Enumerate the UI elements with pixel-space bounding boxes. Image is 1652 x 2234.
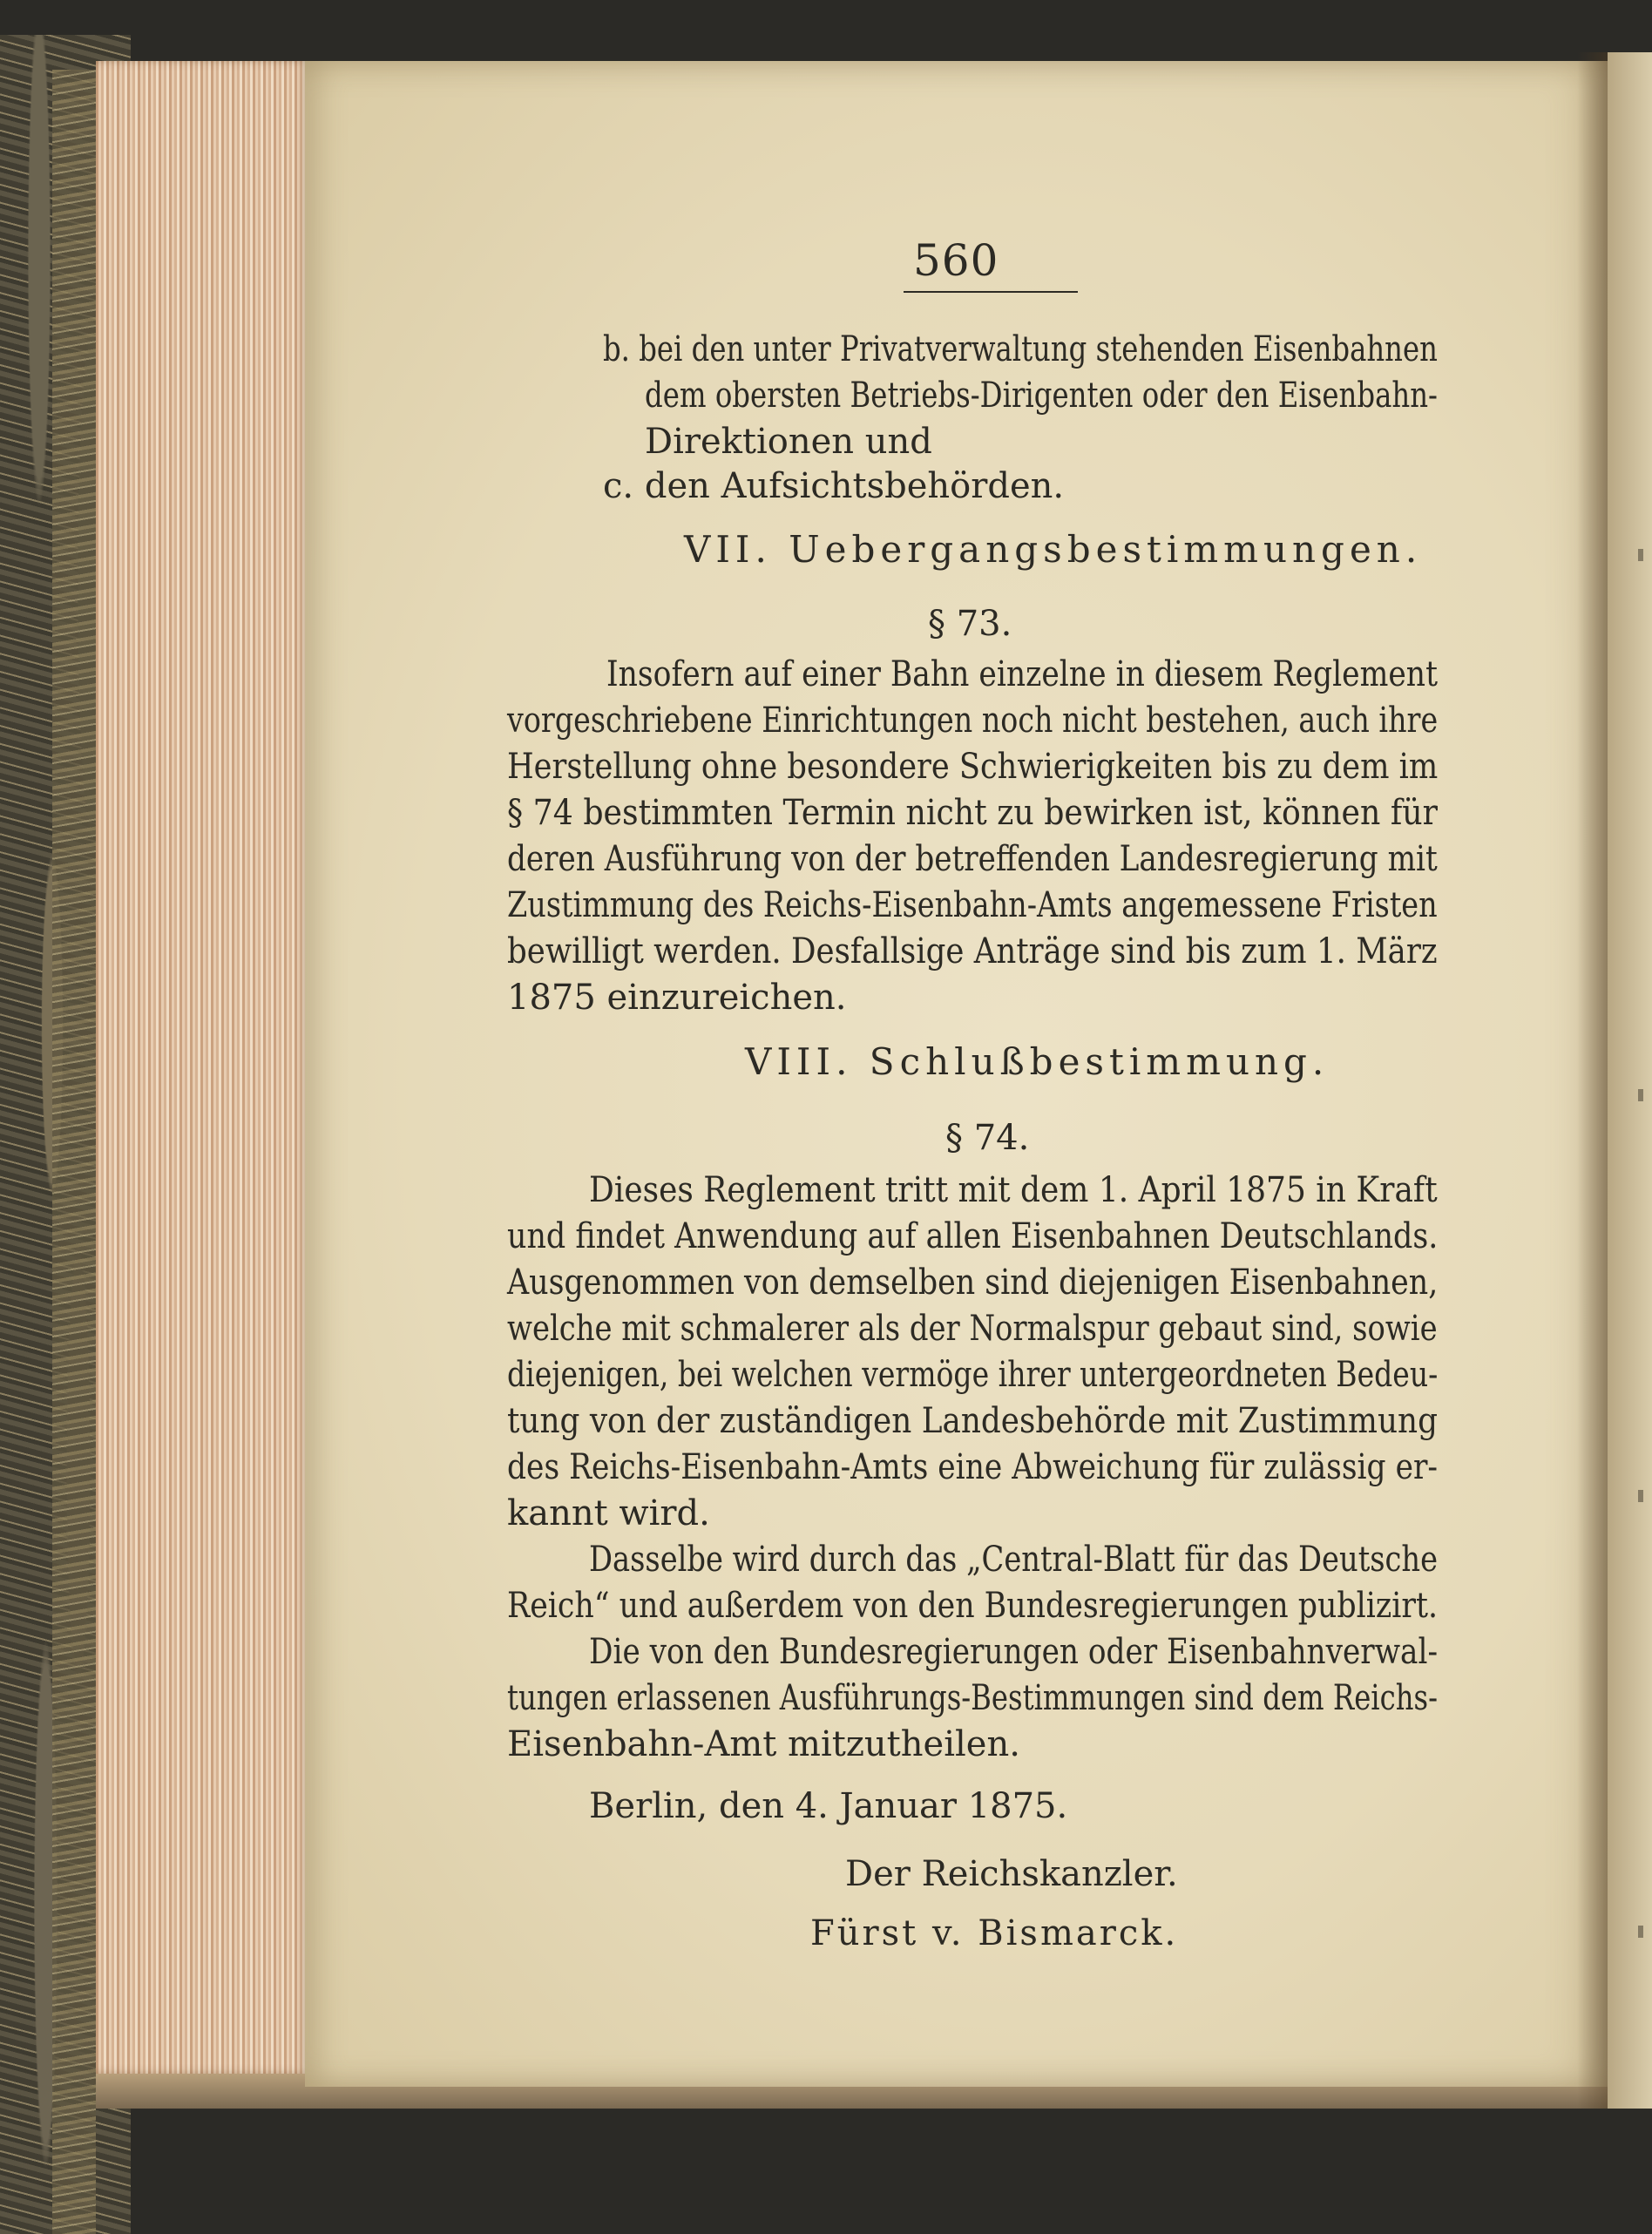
text-line: und findet Anwendung auf allen Eisenbahnen Deutschlands. (507, 1216, 1439, 1256)
text-line: dem obersten Betriebs-Dirigenten oder den Eisenbahn- (645, 376, 1438, 416)
text-line: Insofern auf einer Bahn einzelne in diesem Reglement (606, 654, 1438, 694)
text-line: Herstellung ohne besondere Schwierigkeiten bis zu dem im (507, 747, 1439, 787)
section-heading-viii: VIII. Schlußbestimmung. (745, 1040, 1330, 1083)
text-line: § 74 bestimmten Termin nicht zu bewirken ist, können für (507, 793, 1439, 833)
facing-page-mark (1638, 1926, 1643, 1938)
text-line: Reich“ und außerdem von den Bundesregierungen publizirt. (507, 1586, 1439, 1626)
text-line: tung von der zuständigen Landesbehörde mit Zustimmung (507, 1401, 1439, 1441)
facing-page-edge (1608, 52, 1652, 2109)
text-line: Ausgenommen von demselben sind diejenigen Eisenbahnen, (507, 1263, 1439, 1303)
text-line: des Reichs-Eisenbahn-Amts eine Abweichung für zulässig er- (507, 1447, 1439, 1487)
page-number: 560 (913, 235, 999, 286)
text-line: welche mit schmalerer als der Normalspur gebaut sind, sowie (507, 1309, 1438, 1349)
facing-page-mark (1638, 1490, 1643, 1502)
text-line: Eisenbahn-Amt mitzutheilen. (507, 1724, 1020, 1764)
page-gutter (1577, 52, 1612, 2109)
text-line: deren Ausführung von der betreffenden Landesregierung mit (507, 839, 1438, 879)
text-line: 1875 einzureichen. (507, 978, 847, 1018)
text-line: diejenigen, bei welchen vermöge ihrer untergeordneten Bedeu- (507, 1355, 1439, 1395)
signature-title: Der Reichskanzler. (845, 1854, 1178, 1894)
cover-spine-edge (52, 70, 96, 2234)
date-line: Berlin, den 4. Januar 1875. (589, 1786, 1068, 1826)
text-line: Die von den Bundesregierungen oder Eisenbahnverwal- (589, 1632, 1439, 1672)
text-line: vorgeschriebene Einrichtungen noch nicht bestehen, auch ihre (507, 701, 1439, 741)
text-line: c. den Aufsichtsbehörden. (603, 466, 1065, 506)
text-line: Zustimmung des Reichs-Eisenbahn-Amts angemessene Fristen (507, 885, 1438, 925)
signature-name: Fürst v. Bismarck. (810, 1913, 1179, 1953)
facing-page-mark (1638, 549, 1643, 561)
paragraph-number-73: § 73. (928, 604, 1012, 644)
page-edges (96, 61, 309, 2074)
header-rule (904, 291, 1078, 293)
text-line: b. bei den unter Privatverwaltung stehenden Eisenbahnen (603, 329, 1438, 369)
text-line: Dieses Reglement tritt mit dem 1. April 1875 in Kraft (589, 1170, 1438, 1210)
text-line: Dasselbe wird durch das „Central-Blatt für das Deutsche (589, 1540, 1439, 1580)
text-line: bewilligt werden. Desfallsige Anträge sind bis zum 1. März (507, 931, 1438, 971)
section-heading-vii: VII. Uebergangsbestimmungen. (684, 528, 1423, 571)
text-line: Direktionen und (645, 422, 932, 462)
text-line: tungen erlassenen Ausführungs-Bestimmungen sind dem Reichs- (507, 1678, 1439, 1718)
text-line: kannt wird. (507, 1493, 710, 1533)
facing-page-mark (1638, 1089, 1643, 1101)
paragraph-number-74: § 74. (945, 1118, 1030, 1158)
